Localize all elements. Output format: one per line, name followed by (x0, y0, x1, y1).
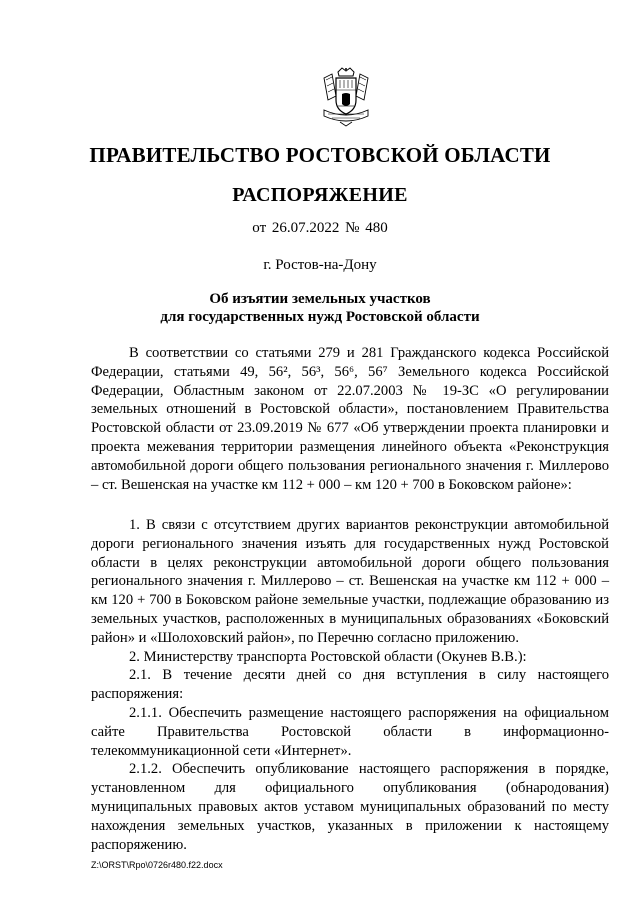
file-path-footer: Z:\ORST\Rpo\0726r480.f22.docx (91, 860, 223, 870)
item-2-1: 2.1. В течение десяти дней со дня вступления в силу настоящего распоряжения: (91, 667, 609, 703)
document-date: 26.07.2022 (271, 220, 340, 236)
city-line: г. Ростов-на-Дону (263, 257, 377, 273)
title-line-2: для государственных нужд Ростовской области (160, 309, 480, 325)
item-2: 2. Министерству транспорта Ростовской области (Окунев В.В.): (129, 648, 527, 665)
item-2-1-2: 2.1.2. Обеспечить опубликование настоящего распоряжения в порядке, установленном для официального опубликования (обнародования) муниципальных правовых актов уставом муниципальных образований по месту нахождения земельных участков, указанных в приложении к настоящему распоряжению. (91, 761, 609, 853)
document-title (0, 290, 640, 326)
organization-name: ПРАВИТЕЛЬСТВО РОСТОВСКОЙ ОБЛАСТИ (89, 143, 551, 167)
item-2-1-1: 2.1.1. Обеспечить размещение настоящего распоряжения на официальном сайте Правительства Ростовской области в информационно-телекоммуникационной сети «Интернет». (91, 704, 609, 759)
preamble-paragraph: В соответствии со статьями 279 и 281 Гражданского кодекса Российской Федерации, статьями 49, 56², 56³, 56⁶, 56⁷ Земельного кодекса Российской Федерации, Областным законом от 22.07.2003 № 19-ЗС «О регулировании земельных отношений в Ростовской области», постановлением Правительства Ростовской области от 23.09.2019 № 677 «Об утверждении проекта планировки и проекта межевания территории размещения линейного объекта «Реконструкция автомобильной дороги общего пользования регионального значения г. Миллерово – ст. Вешенская на участке км 112 + 000 – км 120 + 700 в Боковском районе»: (91, 345, 609, 493)
number-prefix: № (345, 220, 360, 236)
title-line-1: Об изъятии земельных участков (209, 291, 431, 307)
date-prefix: от (252, 220, 267, 236)
document-number: 480 (365, 220, 388, 236)
coat-of-arms-emblem (318, 66, 374, 128)
document-type: РАСПОРЯЖЕНИЕ (232, 184, 408, 206)
item-1: 1. В связи с отсутствием других вариантов реконструкции автомобильной дороги регионального значения изъять для государственных нужд Ростовской области в целях реконструкции автомобильной дороги общего пользования регионального значения г. Миллерово – ст. Вешенская на участке км 112 + 000 – км 120 + 700 в Боковском районе земельные участки, подлежащие образованию из земельных участков, расположенных в муниципальных образованиях «Боковский район» и «Шолоховский район», по Перечню согласно приложению. (91, 517, 609, 646)
preamble (91, 344, 609, 494)
resolution-items (91, 516, 609, 854)
date-number-line (0, 220, 640, 237)
